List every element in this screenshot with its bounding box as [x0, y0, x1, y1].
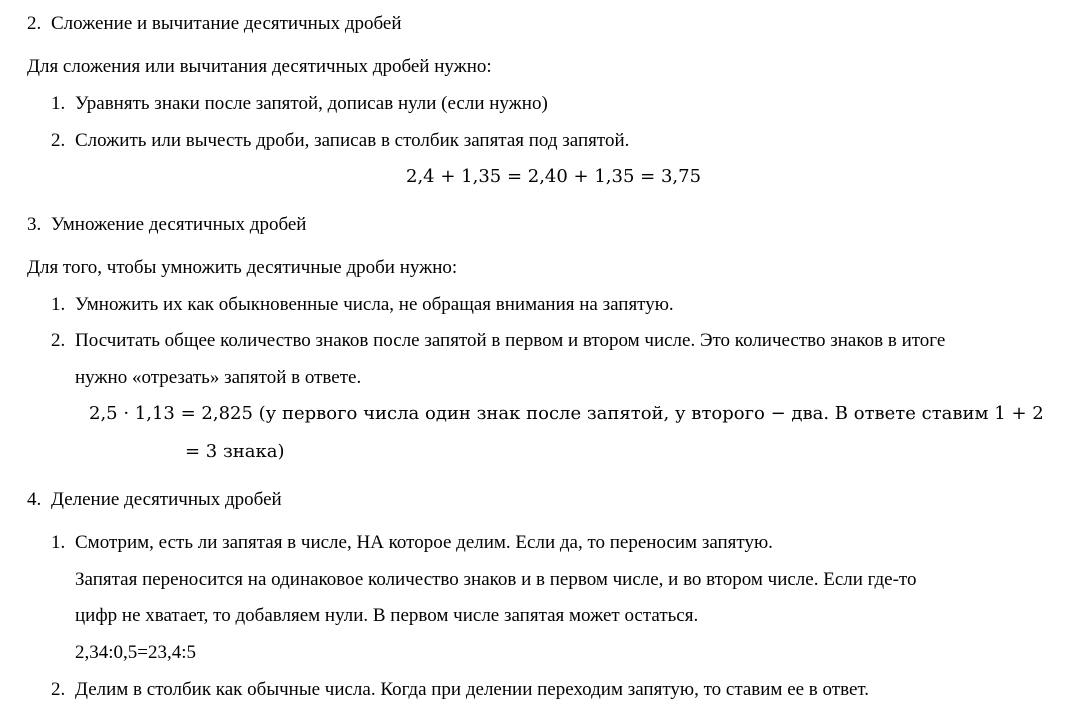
- step-number: 1.: [51, 532, 66, 553]
- heading-number: 2.: [27, 13, 42, 34]
- step-text: Смотрим, есть ли запятая в числе, НА которое делим. Если да, то переносим запятую.: [75, 532, 773, 553]
- section-3-step-2-continuation: нужно «отрезать» запятой в ответе.: [75, 367, 362, 388]
- section-3-step-1: [51, 293, 674, 317]
- step-number: 2.: [51, 679, 66, 700]
- section-3-heading: [27, 213, 306, 237]
- heading-text: Сложение и вычитание десятичных дробей: [51, 13, 402, 34]
- section-4-step-1-detail-1: Запятая переносится на одинаковое количество знаков и в первом числе, и во втором числе. Если где-то: [75, 569, 917, 590]
- section-2-formula: 2,4 + 1,35 = 2,40 + 1,35 = 3,75: [406, 166, 702, 187]
- step-text: Делим в столбик как обычные числа. Когда при делении переходим запятую, то ставим ее в ответ.: [75, 679, 870, 700]
- step-text: Умножить их как обыкновенные числа, не обращая внимания на запятую.: [75, 294, 674, 315]
- step-number: 2.: [51, 130, 66, 151]
- heading-text: Умножение десятичных дробей: [51, 214, 307, 235]
- step-text: Уравнять знаки после запятой, дописав нули (если нужно): [75, 93, 548, 114]
- section-4-step-1-detail-2: цифр не хватает, то добавляем нули. В первом числе запятая может остаться.: [75, 605, 699, 626]
- step-text-line-1: Посчитать общее количество знаков после запятой в первом и втором числе. Это количество знаков в итоге: [75, 330, 946, 351]
- section-4-step-1-example: 2,34:0,5=23,4:5: [75, 642, 197, 663]
- heading-text: Деление десятичных дробей: [51, 489, 282, 510]
- section-2-step-1: [51, 92, 548, 116]
- section-3-step-2: [51, 329, 945, 353]
- heading-number: 4.: [27, 489, 42, 510]
- step-text: Сложить или вычесть дроби, записав в столбик запятая под запятой.: [75, 130, 630, 151]
- step-number: 1.: [51, 294, 66, 315]
- section-2-step-2: [51, 129, 629, 153]
- section-4-step-1: [51, 531, 773, 555]
- step-number: 2.: [51, 330, 66, 351]
- section-2-heading: [27, 12, 402, 36]
- section-3-formula-line-2: = 3 знака): [185, 441, 285, 462]
- section-2-intro: Для сложения или вычитания десятичных дробей нужно:: [27, 56, 492, 77]
- section-4-step-2: [51, 678, 869, 702]
- step-number: 1.: [51, 93, 66, 114]
- heading-number: 3.: [27, 214, 42, 235]
- section-4-heading: [27, 488, 282, 512]
- section-3-intro: Для того, чтобы умножить десятичные дроби нужно:: [27, 257, 458, 278]
- section-3-formula-line-1: 2,5 · 1,13 = 2,825 (у первого числа один знак после запятой, у второго − два. В ответе ставим 1 + 2: [89, 403, 1044, 424]
